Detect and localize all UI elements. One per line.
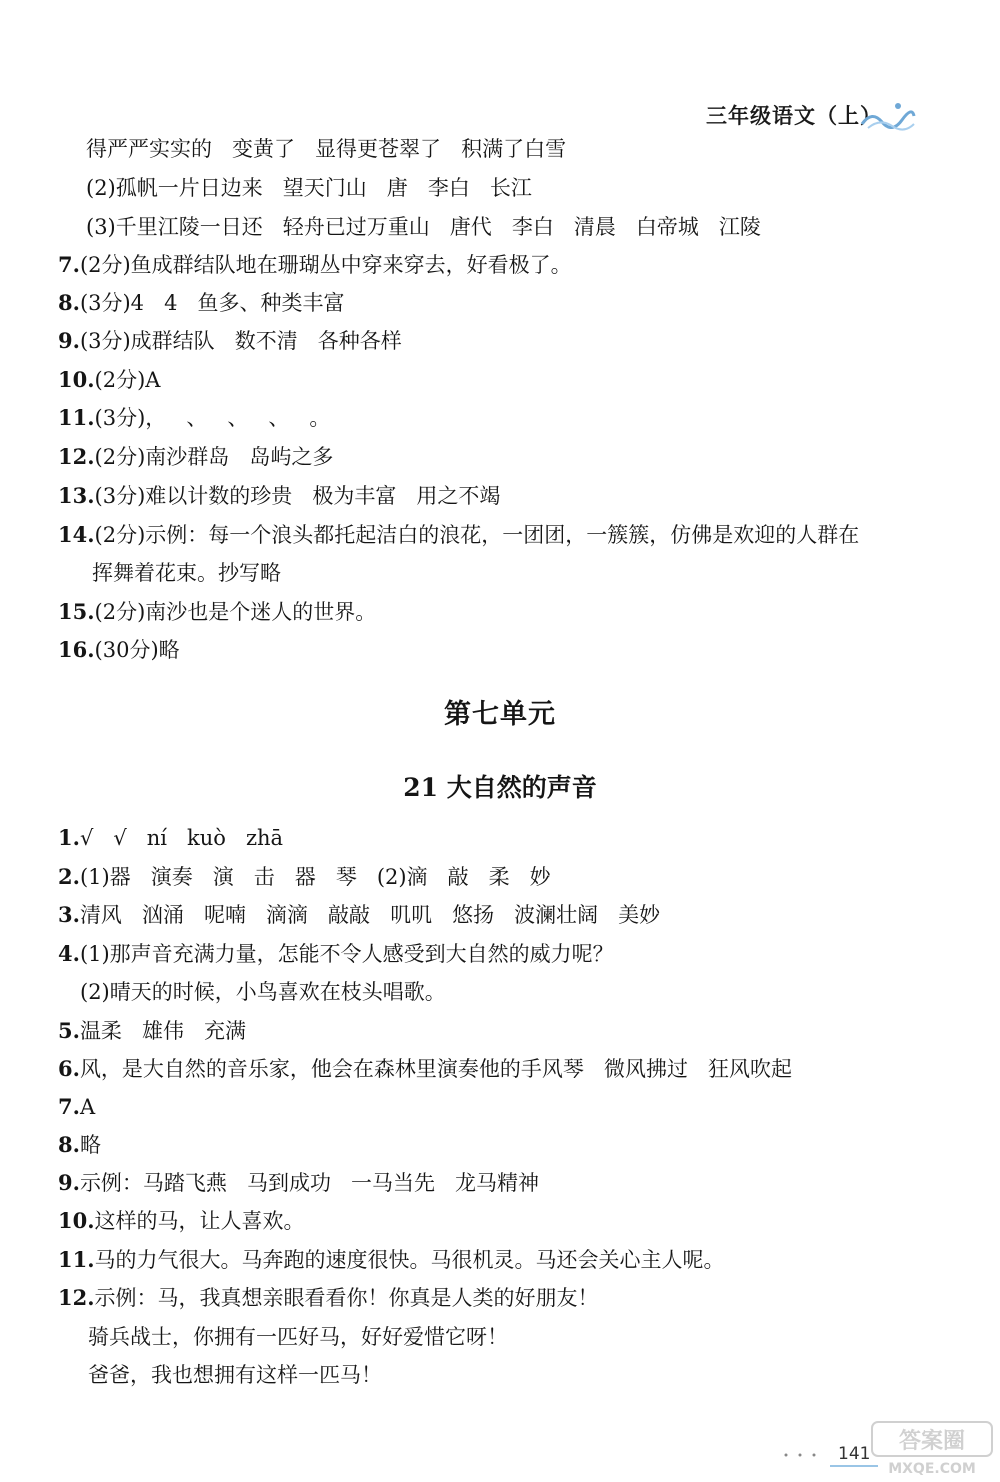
item-number: 6. — [58, 1056, 80, 1081]
item-number: 11. — [58, 405, 95, 430]
answer-item — [58, 1017, 246, 1045]
item-number: 3. — [58, 902, 80, 927]
answer-item — [58, 940, 614, 968]
item-number: 9. — [58, 1170, 80, 1195]
answer-line: 得严严实实的 变黄了 显得更苍翠了 积满了白雪 — [86, 137, 567, 161]
item-text: (3分)， 、 、 、 。 — [94, 406, 331, 430]
lesson-title: 21 大自然的声音 — [403, 773, 597, 802]
item-number: 7. — [58, 1094, 80, 1119]
answer-item — [58, 1055, 792, 1083]
answer-item — [58, 901, 660, 929]
answer-item — [58, 521, 859, 549]
item-text: 清风 汹涌 呢喃 滴滴 敲敲 叽叽 悠扬 波澜壮阔 美妙 — [79, 903, 661, 927]
grade-subject-label: 三年级语文（上） — [706, 103, 882, 128]
answer-item — [58, 327, 402, 355]
item-text: (2分)A — [94, 368, 161, 392]
item-text: (3分)成群结队 数不清 各种各样 — [79, 329, 402, 353]
item-number: 9. — [58, 328, 80, 353]
svg-text:MXQE.COM: MXQE.COM — [888, 1461, 976, 1477]
item-text: A — [79, 1095, 96, 1119]
item-text: (2分)南沙群岛 岛屿之多 — [94, 445, 334, 469]
answer-item — [58, 598, 376, 626]
item-number: 13. — [58, 483, 95, 508]
item-text: (1)那声音充满力量，怎能不令人感受到大自然的威力呢？ — [79, 942, 614, 966]
item-text: 示例：马踏飞燕 马到成功 一马当先 龙马精神 — [79, 1171, 540, 1195]
answer-item — [58, 1207, 305, 1235]
item-number: 7. — [58, 252, 80, 277]
item-text: 示例：马，我真想亲眼看看你！你真是人类的好朋友！ — [94, 1286, 599, 1310]
item-number: 10. — [58, 367, 95, 392]
answer-item-continuation — [80, 978, 446, 1006]
item-number: 12. — [58, 444, 95, 469]
item-number: 14. — [58, 522, 95, 547]
answer-item — [58, 1284, 599, 1312]
item-text: 温柔 雄伟 充满 — [79, 1019, 246, 1043]
answer-item — [58, 251, 572, 279]
item-text: (2分)鱼成群结队地在珊瑚丛中穿来穿去，好看极了。 — [79, 253, 572, 277]
watermark-logo-icon — [870, 1418, 996, 1478]
item-text: 挥舞着花束。抄写略 — [92, 561, 281, 585]
item-text: (2)晴天的时候，小鸟喜欢在枝头唱歌。 — [80, 980, 446, 1004]
item-text: 爸爸，我也想拥有这样一匹马！ — [88, 1363, 382, 1387]
answer-item — [58, 1169, 539, 1197]
item-text: √ √ ní kuò zhā — [79, 826, 284, 850]
answer-item — [58, 824, 283, 852]
answer-item — [58, 482, 500, 510]
item-number: 12. — [58, 1285, 95, 1310]
answer-item-continuation — [92, 559, 281, 587]
item-text: 略 — [79, 1133, 101, 1157]
item-text: (30分)略 — [94, 638, 180, 662]
page-number: 141 — [830, 1444, 878, 1467]
item-number: 2. — [58, 864, 80, 889]
item-number: 1. — [58, 825, 80, 850]
item-text: (3分)4 4 鱼多、种类丰富 — [79, 291, 345, 315]
item-text: (1)器 演奏 演 击 器 琴 (2)滴 敲 柔 妙 — [79, 865, 551, 889]
answer-item — [58, 289, 344, 317]
item-number: 11. — [58, 1247, 95, 1272]
item-number: 4. — [58, 941, 80, 966]
header-badge — [706, 98, 916, 132]
item-number: 16. — [58, 637, 95, 662]
item-text: 骑兵战士，你拥有一匹好马，好好爱惜它呀！ — [88, 1325, 508, 1349]
item-text: (2分)示例：每一个浪头都托起洁白的浪花，一团团，一簇簇，仿佛是欢迎的人群在 — [94, 523, 860, 547]
answer-item — [58, 443, 333, 471]
item-number: 15. — [58, 599, 95, 624]
answer-item — [58, 1246, 725, 1274]
item-number: 5. — [58, 1018, 80, 1043]
answer-item — [58, 636, 180, 664]
item-text: 马的力气很大。马奔跑的速度很快。马很机灵。马还会关心主人呢。 — [94, 1248, 725, 1272]
dot-decoration-icon — [780, 1450, 830, 1460]
answer-item — [58, 1131, 101, 1159]
answer-item — [58, 404, 330, 432]
svg-text:答案圈: 答案圈 — [898, 1429, 966, 1454]
item-text: (2分)南沙也是个迷人的世界。 — [94, 600, 377, 624]
answer-line: (3)千里江陵一日还 轻舟已过万重山 唐代 李白 清晨 白帝城 江陵 — [86, 215, 761, 239]
answer-item — [58, 366, 160, 394]
answer-item-continuation — [88, 1323, 508, 1351]
item-text: (3分)难以计数的珍贵 极为丰富 用之不竭 — [94, 484, 501, 508]
answer-item — [58, 863, 551, 891]
item-text: 风，是大自然的音乐家，他会在森林里演奏他的手风琴 微风拂过 狂风吹起 — [79, 1057, 792, 1081]
answer-line: (2)孤帆一片日边来 望天门山 唐 李白 长江 — [86, 176, 532, 200]
unit-title: 第七单元 — [444, 699, 556, 730]
answer-item — [58, 1093, 95, 1121]
item-number: 8. — [58, 1132, 80, 1157]
item-number: 10. — [58, 1208, 95, 1233]
item-text: 这样的马，让人喜欢。 — [94, 1209, 305, 1233]
answer-item-continuation — [88, 1361, 382, 1389]
wave-decoration-icon — [858, 98, 916, 132]
item-number: 8. — [58, 290, 80, 315]
